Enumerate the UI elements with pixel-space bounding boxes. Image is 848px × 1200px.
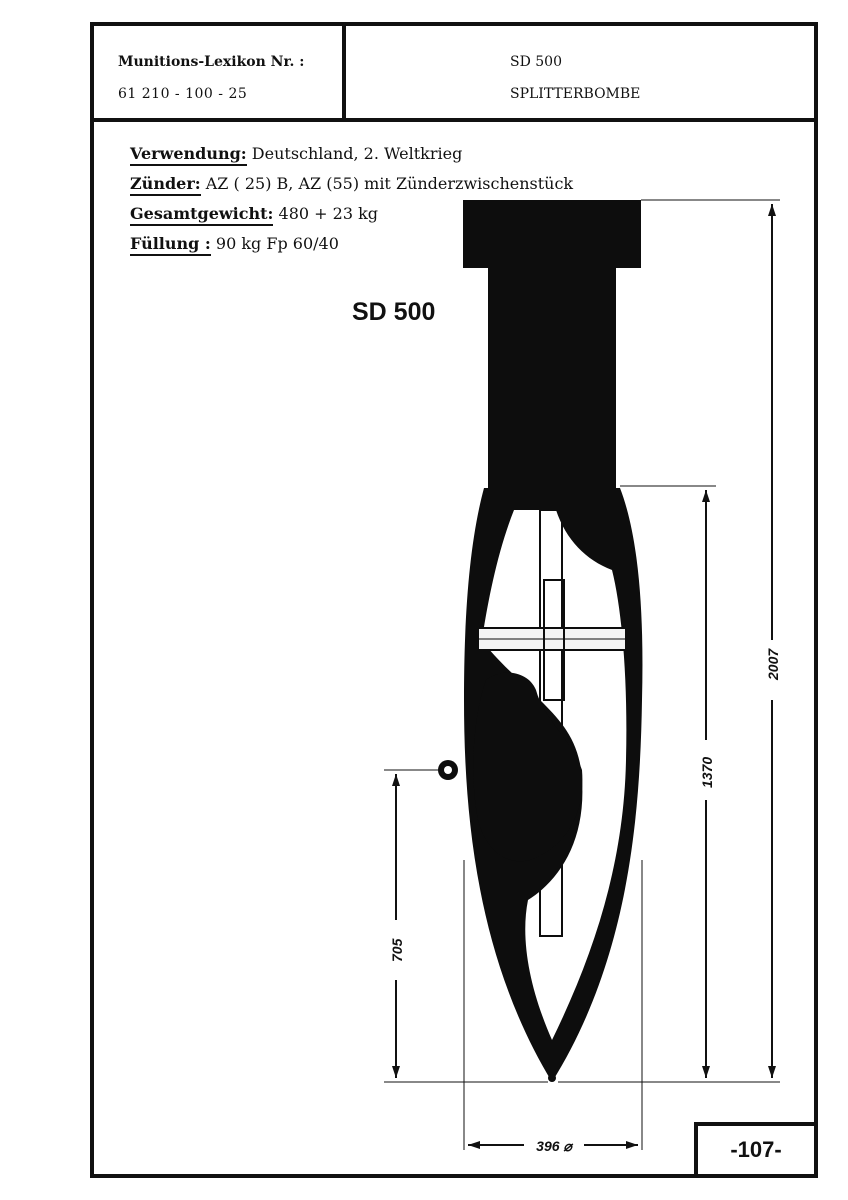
fuze-key: Zünder: [130, 174, 201, 196]
dim-diameter-arrow-left [468, 1141, 480, 1149]
suspension-lug-hole [444, 766, 452, 774]
filling-value: 90 kg Fp 60/40 [215, 234, 339, 253]
header-subtitle: SPLITTERBOMBE [510, 86, 641, 102]
lexikon-label: Munitions-Lexikon Nr. : [118, 54, 305, 70]
dim-total-arrow-bottom [768, 1066, 776, 1078]
dim-nose-text: 705 [389, 938, 405, 962]
fuze-value: AZ ( 25) B, AZ (55) mit Zünderzwischenstück [205, 174, 574, 193]
header-title: SD 500 [510, 54, 562, 70]
dim-diameter-arrow-right [626, 1141, 638, 1149]
tail-cone [488, 264, 616, 490]
dim-body-text: 1370 [699, 756, 715, 788]
nose-tip [548, 1074, 556, 1082]
weight-value: 480 + 23 kg [278, 204, 379, 223]
dim-nose-arrow-top [392, 774, 400, 786]
dim-body-arrow-top [702, 490, 710, 502]
filling-key: Füllung : [130, 234, 211, 256]
dim-nose-arrow-bottom [392, 1066, 400, 1078]
lexikon-number: 61 210 - 100 - 25 [118, 86, 248, 102]
weight-key: Gesamtgewicht: [130, 204, 273, 226]
page-number: -107- [730, 1137, 782, 1162]
dim-diameter-text: 396 ⌀ [536, 1138, 572, 1154]
usage-key: Verwendung: [130, 144, 247, 166]
dim-body-arrow-bottom [702, 1066, 710, 1078]
usage-value: Deutschland, 2. Weltkrieg [251, 144, 463, 163]
dim-total-arrow-top [768, 204, 776, 216]
tail-fin-box [463, 200, 641, 268]
drawing-label: SD 500 [352, 298, 436, 326]
dim-total-text: 2007 [765, 648, 781, 680]
